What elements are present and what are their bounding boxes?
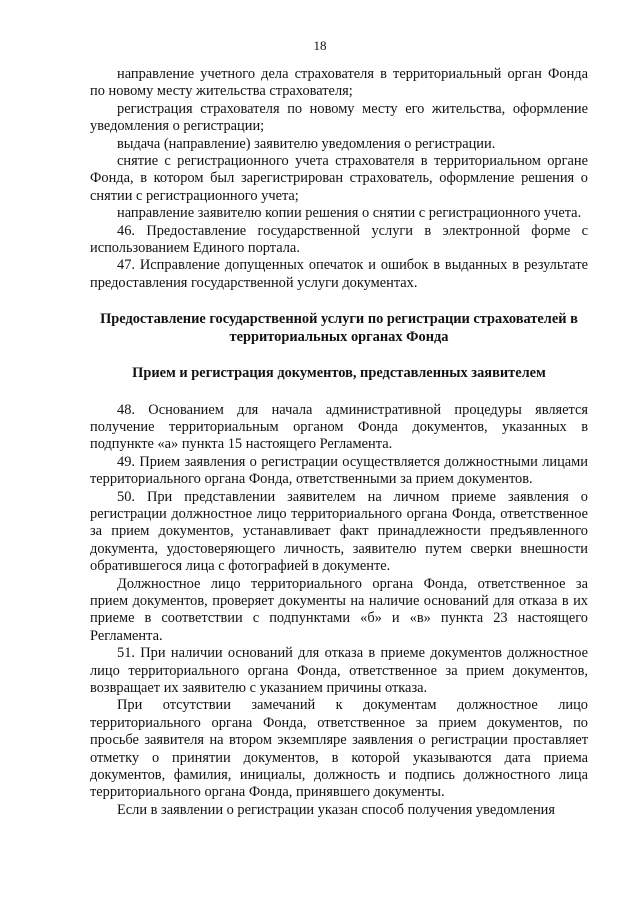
paragraph: 50. При представлении заявителем на личном приеме заявления о регистрации должностное лицо территориального органа Фонда, ответственное за прием документов, устанавливает факт принадлежности предъявленного документа, удостоверяющего личность, заявителю путем сверки внешности обратившегося лица с фотографией в документе. (90, 488, 588, 575)
document-body (90, 66, 588, 819)
paragraph: направление заявителю копии решения о снятии с регистрационного учета. (117, 205, 582, 222)
paragraph: При отсутствии замечаний к документам должностное лицо территориального органа Фонда, ответственное за прием документов, по просьбе заявителя на втором экземпляре заявления о регистрации проставляет отметку о принятии документов, в которой указываются дата приема документов, фамилия, инициалы, должность и подпись должностного лица территориального органа Фонда, принявшего документы. (90, 697, 588, 801)
paragraph: регистрация страхователя по новому месту его жительства, оформление уведомления о регистрации; (90, 100, 588, 135)
page-number: 18 (313, 38, 327, 53)
paragraph: 46. Предоставление государственной услуги в электронной форме с использованием Единого портала. (90, 222, 588, 257)
paragraph: 51. При наличии оснований для отказа в приеме документов должностное лицо территориального органа Фонда, ответственное за прием документов, возвращает их заявителю с указанием причины отказа. (90, 645, 588, 696)
paragraph: выдача (направление) заявителю уведомления о регистрации. (117, 135, 496, 152)
paragraph: Если в заявлении о регистрации указан способ получения уведомления (117, 801, 555, 818)
subsection-heading: Прием и регистрация документов, представленных заявителем (132, 365, 546, 382)
paragraph: 48. Основанием для начала административной процедуры является получение территориальным органом Фонда документов, указанных в подпункте «а» пункта 15 настоящего Регламента. (90, 401, 588, 453)
paragraph: 49. Прием заявления о регистрации осуществляется должностными лицами территориального органа Фонда, ответственными за прием документов. (90, 453, 588, 488)
paragraph: Должностное лицо территориального органа Фонда, ответственное за прием документов, проверяет документы на наличие оснований для отказа в их приеме в соответствии с подпунктами «б» и «в» пункта 23 настоящего Регламента. (90, 575, 588, 644)
paragraph: направление учетного дела страхователя в территориальный орган Фонда по новому месту жительства страхователя; (90, 66, 588, 100)
paragraph: снятие с регистрационного учета страхователя в территориальном органе Фонда, в котором был зарегистрирован страхователь, оформление решения о снятии с регистрационного учета; (90, 153, 588, 204)
section-heading: Предоставление государственной услуги по регистрации страхователей в территориальных органах Фонда (100, 311, 578, 345)
paragraph: 47. Исправление допущенных опечаток и ошибок в выданных в результате предоставления государственной услуги документах. (90, 257, 588, 291)
